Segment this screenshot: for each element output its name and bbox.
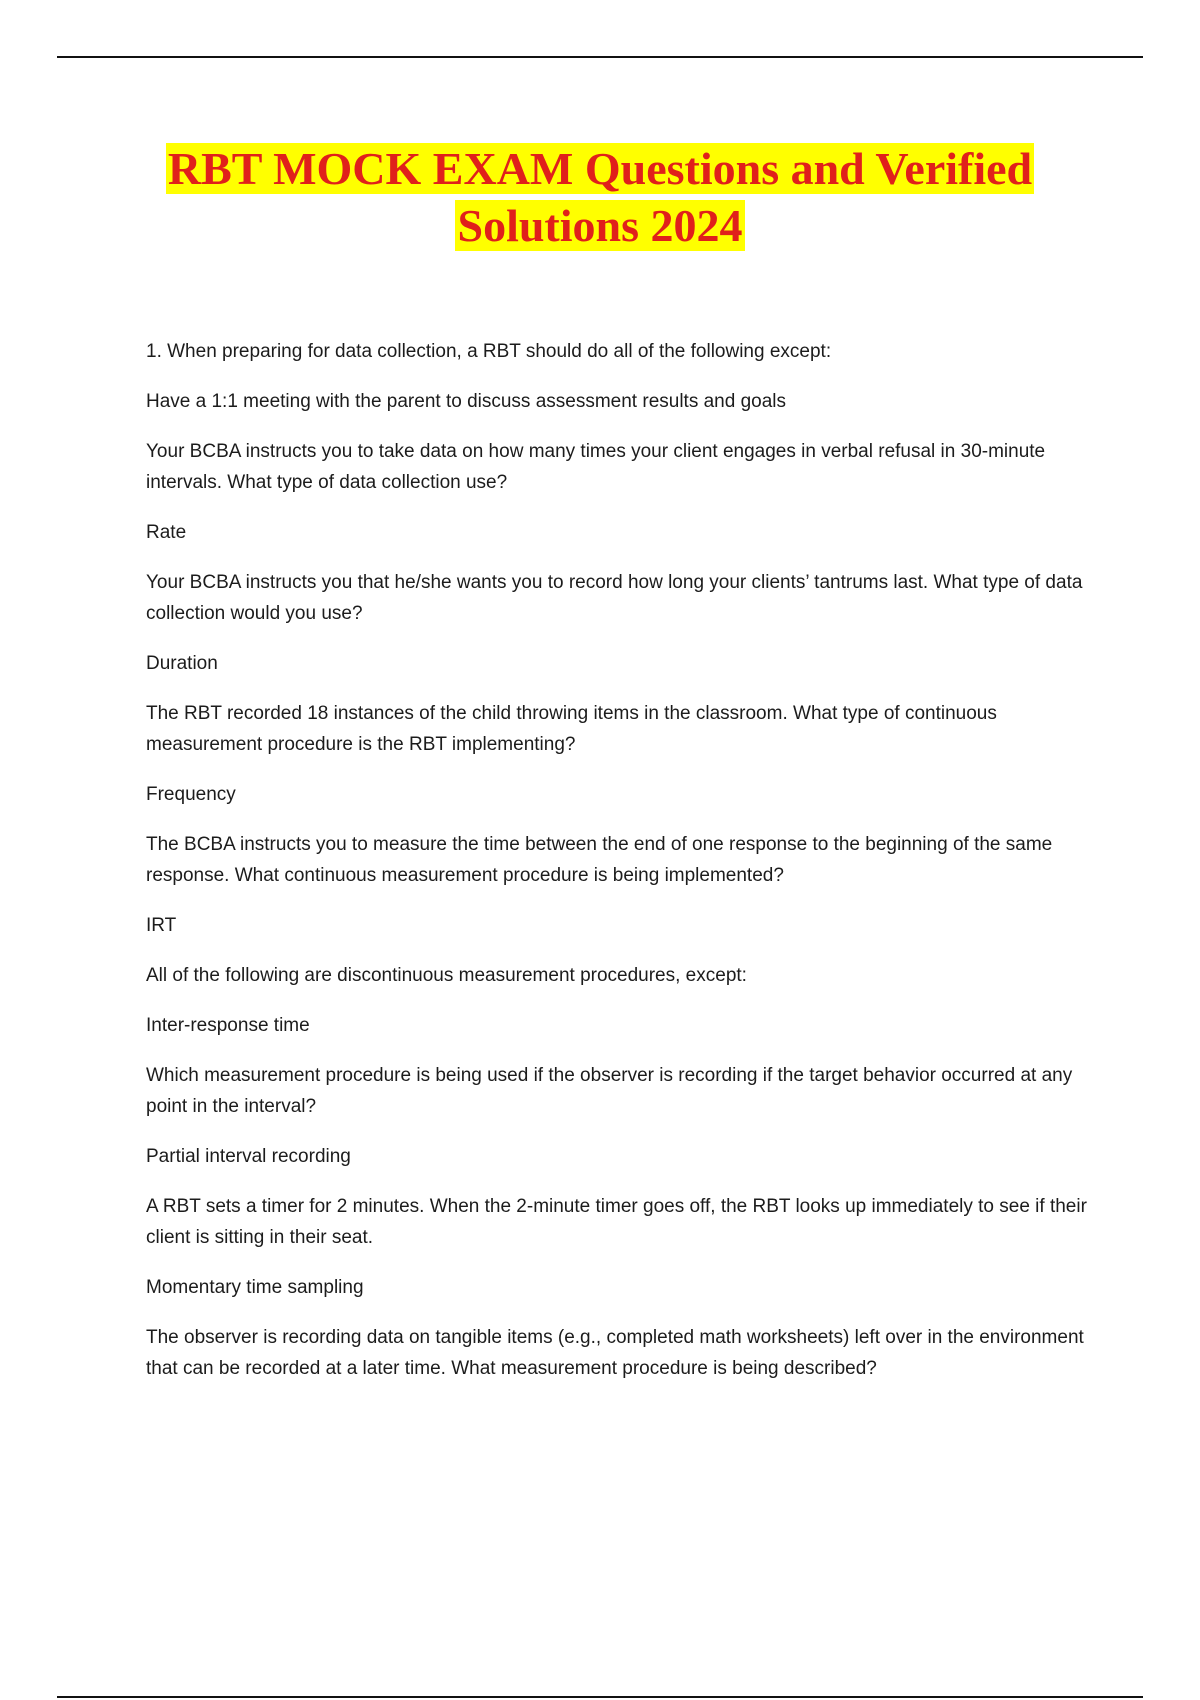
bottom-rule	[57, 1696, 1143, 1698]
question-8: A RBT sets a timer for 2 minutes. When the 2-minute timer goes off, the RBT looks up immediately to see if their client is sitting in their seat.	[146, 1196, 1087, 1248]
answer-1: Have a 1:1 meeting with the parent to discuss assessment results and goals	[146, 391, 787, 412]
answer-2: Rate	[146, 522, 187, 543]
question-3: Your BCBA instructs you that he/she wants you to record how long your clients’ tantrums last. What type of data collection would you use?	[146, 572, 1083, 624]
answer-5: IRT	[146, 915, 177, 936]
answer-8: Momentary time sampling	[146, 1277, 364, 1298]
question-5: The BCBA instructs you to measure the time between the end of one response to the beginning of the same response. What continuous measurement procedure is being implemented?	[146, 834, 1053, 886]
question-6: All of the following are discontinuous measurement procedures, except:	[146, 965, 747, 986]
answer-7: Partial interval recording	[146, 1146, 351, 1167]
document-title	[0, 140, 1200, 254]
answer-6: Inter-response time	[146, 1015, 310, 1036]
title-line-2: Solutions 2024	[457, 200, 743, 251]
question-7: Which measurement procedure is being used if the observer is recording if the target behavior occurred at any point in the interval?	[146, 1065, 1073, 1117]
title-line-1: RBT MOCK EXAM Questions and Verified	[167, 143, 1033, 194]
question-1: 1. When preparing for data collection, a RBT should do all of the following except:	[146, 341, 832, 362]
answer-3: Duration	[146, 653, 218, 674]
top-rule	[57, 56, 1143, 58]
question-list	[146, 336, 1096, 1403]
question-9: The observer is recording data on tangible items (e.g., completed math worksheets) left over in the environment that can be recorded at a later time. What measurement procedure is being described?	[146, 1327, 1084, 1379]
question-2: Your BCBA instructs you to take data on how many times your client engages in verbal refusal in 30-minute intervals. What type of data collection use?	[146, 441, 1046, 493]
answer-4: Frequency	[146, 784, 236, 805]
question-4: The RBT recorded 18 instances of the child throwing items in the classroom. What type of continuous measurement procedure is the RBT implementing?	[146, 703, 997, 755]
